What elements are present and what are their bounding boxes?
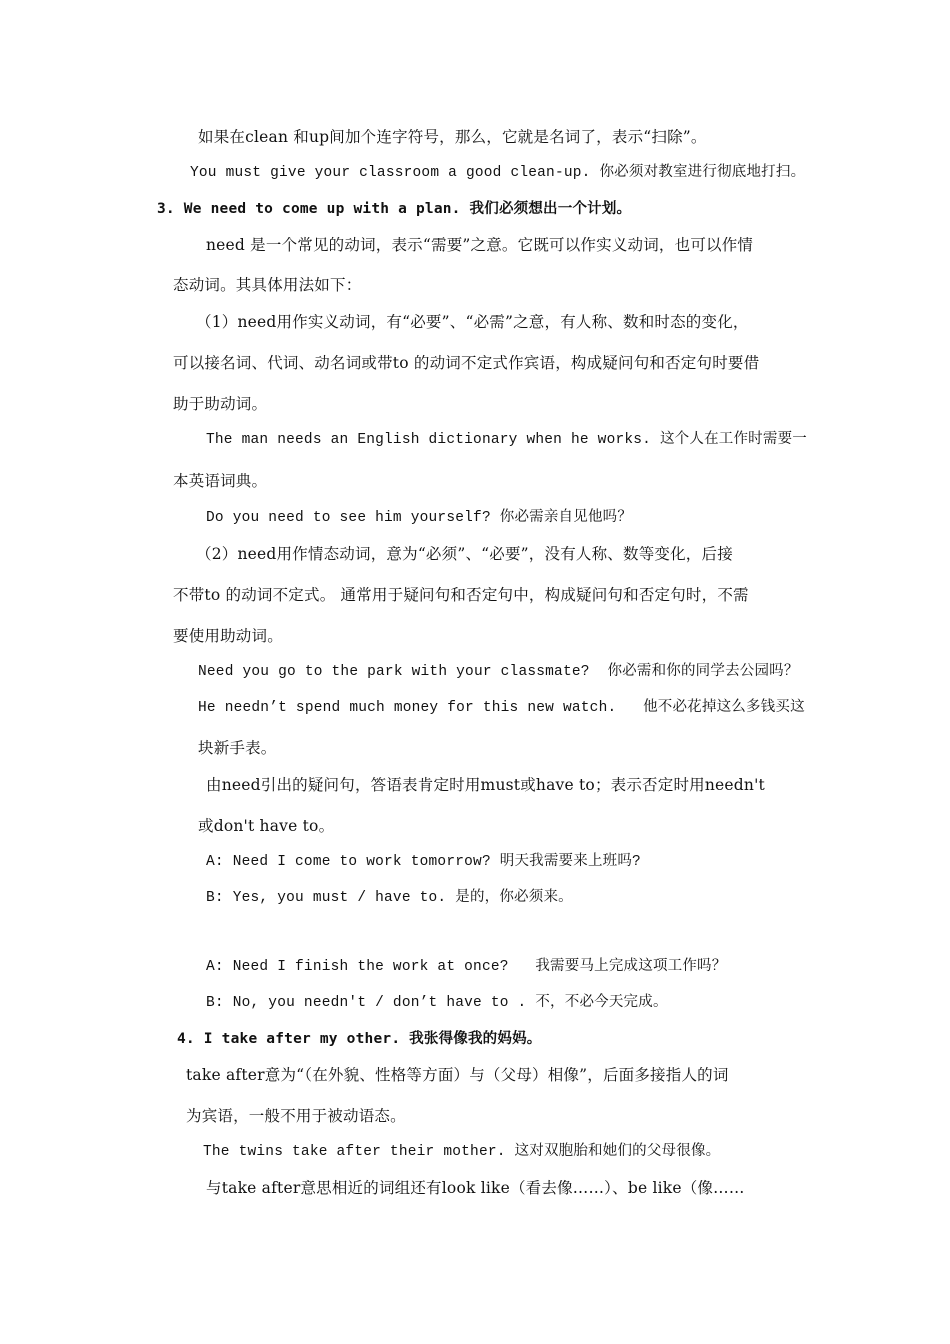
text-line: 要使用助动词。 — [173, 627, 283, 645]
text-line: 如果在clean 和up间加个连字符号，那么，它就是名词了，表示“扫除”。 — [198, 128, 707, 146]
text-line: need 是一个常见的动词，表示“需要”之意。它既可以作实义动词，也可以作情 — [206, 236, 754, 254]
text-line: 块新手表。 — [198, 739, 277, 757]
text-line: A: Need I come to work tomorrow? 明天我需要来上班吗? — [206, 854, 641, 870]
text-line: 为宾语，一般不用于被动语态。 — [186, 1107, 406, 1125]
text-line: Need you go to the park with your classmate? 你必需和你的同学去公园吗？ — [198, 664, 799, 680]
text-line: 助于助动词。 — [173, 395, 268, 413]
text-line: take after意为“（在外貌、性格等方面）与（父母）相像”，后面多接指人的词 — [186, 1066, 729, 1084]
text-line: 态动词。其具体用法如下： — [173, 276, 362, 294]
text-line: You must give your classroom a good clean-up. 你必须对教室进行彻底地打扫。 — [190, 165, 806, 181]
text-line: （1）need用作实义动词，有“必要”、“必需”之意，有人称、数和时态的变化， — [196, 313, 749, 331]
text-line: The twins take after their mother. 这对双胞胎和她们的父母很像。 — [203, 1144, 721, 1160]
text-line: （2）need用作情态动词，意为“必须”、“必要”，没有人称、数等变化，后接 — [196, 545, 733, 563]
text-line: Do you need to see him yourself? 你必需亲自见他吗？ — [206, 510, 633, 526]
text-line: A: Need I finish the work at once? 我需要马上完成这项工作吗？ — [206, 959, 727, 975]
section-heading: 3. We need to come up with a plan. 我们必须想出一个计划。 — [157, 201, 632, 217]
text-line: 可以接名词、代词、动名词或带to 的动词不定式作宾语，构成疑问句和否定句时要借 — [173, 354, 760, 372]
text-line: The man needs an English dictionary when he works. 这个人在工作时需要一 — [206, 432, 807, 448]
text-line: 不带to 的动词不定式。 通常用于疑问句和否定句中，构成疑问句和否定句时，不需 — [173, 586, 749, 604]
text-line: B: No, you needn't / don’t have to . 不，不必今天完成。 — [206, 995, 668, 1011]
text-line: 由need引出的疑问句，答语表肯定时用must或have to；表示否定时用needn't — [206, 776, 765, 794]
text-line: 或don't have to。 — [198, 817, 335, 835]
section-heading: 4. I take after my other. 我张得像我的妈妈。 — [177, 1031, 542, 1047]
text-line: He needn’t spend much money for this new watch. 他不必花掉这么多钱买这 — [198, 700, 805, 716]
text-line: B: Yes, you must / have to. 是的，你必须来。 — [206, 890, 573, 906]
text-line: 与take after意思相近的词组还有look like（看去像……）、be like（像…… — [206, 1179, 745, 1197]
text-line: 本英语词典。 — [173, 472, 268, 490]
